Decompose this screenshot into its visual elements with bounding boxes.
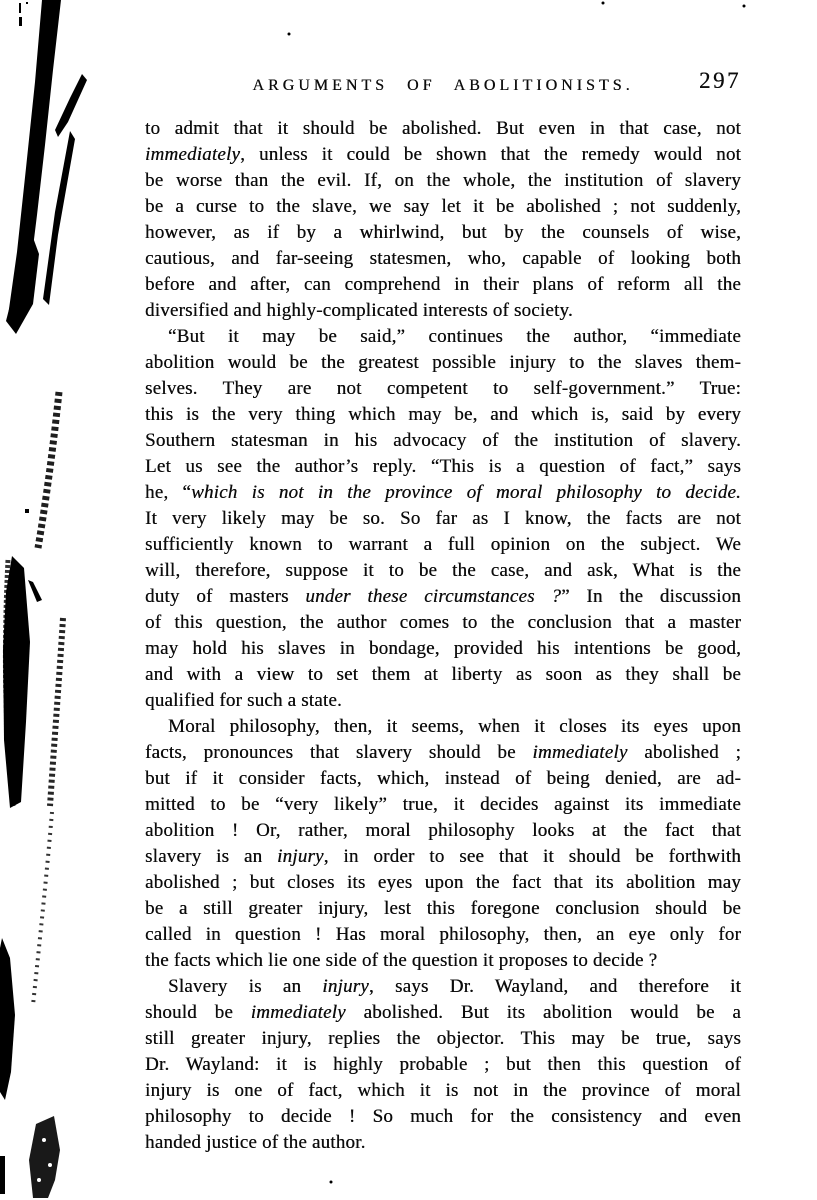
text-line [145, 376, 741, 402]
text-segment: , says Dr. Wayland, and therefore it [368, 976, 742, 997]
text-segment: facts, pronounces that slavery should be [145, 742, 533, 763]
page-number: 297 [699, 68, 741, 93]
text-segment: duty of masters [145, 586, 306, 607]
italic-text-segment: immediately [532, 742, 628, 763]
paragraph [145, 714, 741, 974]
text-segment: abolished ; but closes its eyes upon the fact that its abolition may [145, 872, 741, 893]
italic-text-segment: under these circumstances ? [305, 586, 562, 607]
text-segment: be worse than the evil. If, on the whole, the institution of slavery [145, 170, 741, 191]
text-line [145, 116, 741, 142]
text-line [145, 194, 741, 220]
text-line [145, 1078, 741, 1104]
italic-text-segment: injury [322, 976, 369, 997]
text-segment: Let us see the author’s reply. “This is a question of fact,” says [145, 456, 741, 477]
text-segment: injury is one of fact, which it is not in the province of moral [145, 1080, 741, 1101]
text-segment: , in order to see that it should be forthwith [323, 846, 741, 867]
text-line [145, 740, 741, 766]
text-line [145, 1104, 741, 1130]
text-line [145, 1026, 741, 1052]
text-line [145, 1000, 741, 1026]
text-segment: be a curse to the slave, we say let it be abolished ; not suddenly, [145, 196, 741, 217]
text-line [145, 844, 741, 870]
text-segment: slavery is an [145, 846, 278, 867]
text-segment: handed justice of the author. [145, 1132, 366, 1153]
text-line [145, 870, 741, 896]
paragraph [145, 116, 741, 324]
text-line [145, 272, 741, 298]
text-line [145, 636, 741, 662]
italic-text-segment: immediately [145, 144, 241, 165]
text-segment: may hold his slaves in bondage, provided his intentions be good, [145, 638, 741, 659]
text-line [145, 792, 741, 818]
text-segment: cautious, and far-seeing statesmen, who, capable of looking both [145, 248, 741, 269]
text-segment: philosophy to decide ! So much for the consistency and even [145, 1106, 741, 1127]
text-line [145, 454, 741, 480]
text-line [145, 480, 741, 506]
text-line [145, 818, 741, 844]
text-line [145, 428, 741, 454]
text-segment: abolished ; [627, 742, 741, 763]
text-segment: abolition ! Or, rather, moral philosophy looks at the fact that [145, 820, 741, 841]
text-line [145, 1130, 741, 1156]
text-segment: but if it consider facts, which, instead of being denied, are ad- [145, 768, 741, 789]
text-line [145, 610, 741, 636]
italic-text-segment: injury [277, 846, 324, 867]
text-segment: of this question, the author comes to the conclusion that a master [145, 612, 741, 633]
text-line [145, 350, 741, 376]
text-segment: he, “ [145, 482, 192, 503]
text-segment: the facts which lie one side of the question it proposes to decide ? [145, 950, 658, 971]
text-segment: before and after, can comprehend in their plans of reform all the [145, 274, 741, 295]
text-line [145, 1052, 741, 1078]
text-line [145, 506, 741, 532]
text-line [145, 714, 741, 740]
text-line [145, 220, 741, 246]
page-header [145, 70, 741, 104]
text-segment: It very likely may be so. So far as I know, the facts are not [145, 508, 741, 529]
text-segment: and with a view to set them at liberty as soon as they shall be [145, 664, 741, 685]
text-segment: qualified for such a state. [145, 690, 342, 711]
text-segment: this is the very thing which may be, and which is, said by every [145, 404, 741, 425]
text-segment: Dr. Wayland: it is highly probable ; but then this question of [145, 1054, 741, 1075]
text-segment: Southern statesman in his advocacy of the institution of slavery. [145, 430, 741, 451]
text-segment: to admit that it should be abolished. But even in that case, not [145, 118, 741, 139]
text-line [145, 662, 741, 688]
text-column [145, 116, 741, 1156]
text-segment: abolished. But its abolition would be a [345, 1002, 741, 1023]
text-line [145, 142, 741, 168]
text-line [145, 766, 741, 792]
paragraph [145, 324, 741, 714]
text-line [145, 584, 741, 610]
paragraph [145, 974, 741, 1156]
text-line [145, 688, 741, 714]
text-line [145, 948, 741, 974]
text-segment: selves. They are not competent to self-government.” True: [145, 378, 741, 399]
text-segment: , unless it could be shown that the remedy would not [240, 144, 741, 165]
text-segment: ” In the discussion [561, 586, 741, 607]
text-segment: Moral philosophy, then, it seems, when it closes its eyes upon [168, 716, 741, 737]
text-line [145, 896, 741, 922]
text-segment: abolition would be the greatest possible injury to the slaves them- [145, 352, 741, 373]
text-segment: should be [145, 1002, 251, 1023]
text-segment: mitted to be “very likely” true, it decides against its immediate [145, 794, 741, 815]
text-segment: however, as if by a whirlwind, but by the counsels of wise, [145, 222, 741, 243]
text-line [145, 168, 741, 194]
text-segment: called in question ! Has moral philosophy, then, an eye only for [145, 924, 741, 945]
italic-text-segment: immediately [250, 1002, 346, 1023]
text-segment: sufficiently known to warrant a full opinion on the subject. We [145, 534, 741, 555]
text-segment: will, therefore, suppose it to be the case, and ask, What is the [145, 560, 741, 581]
text-segment: diversified and highly-complicated interests of society. [145, 300, 573, 321]
running-head-title: ARGUMENTS OF ABOLITIONISTS. [252, 77, 634, 94]
text-line [145, 558, 741, 584]
italic-text-segment: which is not in the province of moral philosophy to decide. [191, 482, 741, 503]
text-segment: be a still greater injury, lest this foregone conclusion should be [145, 898, 741, 919]
text-segment: still greater injury, replies the objector. This may be true, says [145, 1028, 741, 1049]
text-line [145, 532, 741, 558]
text-segment: “But it may be said,” continues the author, “immediate [168, 326, 741, 347]
text-line [145, 324, 741, 350]
text-segment: Slavery is an [168, 976, 323, 997]
text-line [145, 246, 741, 272]
text-line [145, 922, 741, 948]
text-line [145, 402, 741, 428]
text-line [145, 974, 741, 1000]
text-line [145, 298, 741, 324]
